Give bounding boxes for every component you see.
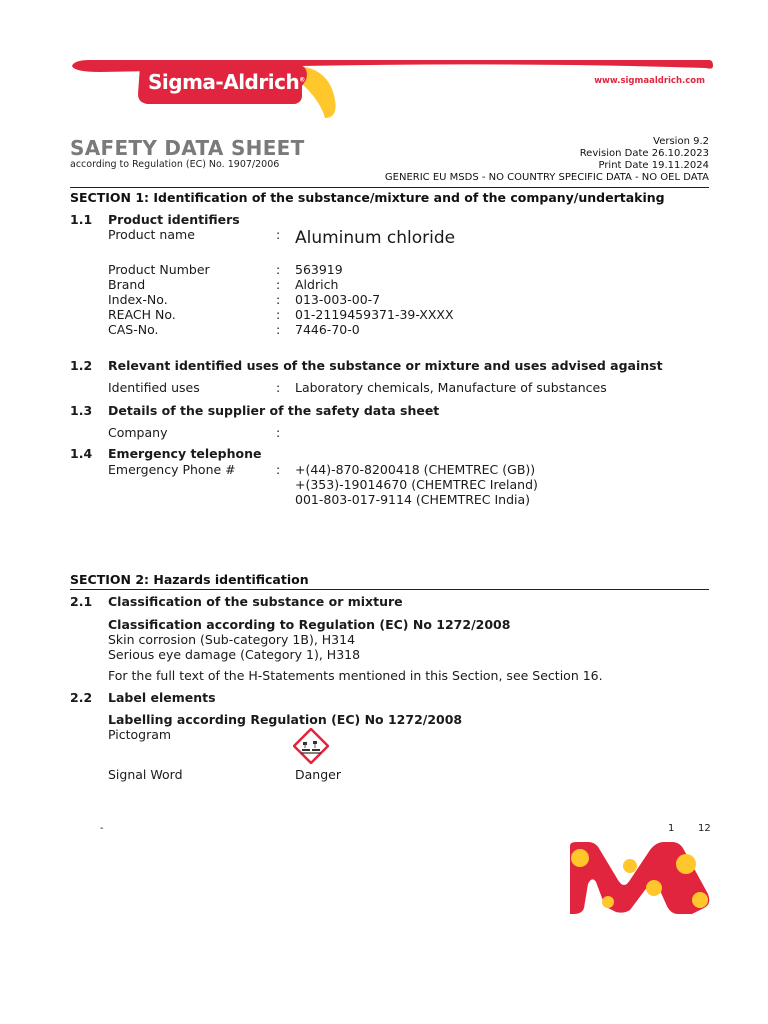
colon: : (276, 425, 281, 440)
signal-word-value: Danger (295, 767, 341, 782)
merck-m-logo (568, 842, 712, 914)
classification-reg-title: Classification according to Regulation (EC) No 1272/2008 (108, 617, 511, 632)
colon: : (276, 380, 281, 395)
brand-logo: Sigma-Aldrich® (148, 70, 305, 94)
company-label: Company (108, 425, 168, 440)
page-number: 1 (668, 823, 675, 834)
s1-4-number: 1.4 (70, 446, 93, 461)
section2-rule (70, 589, 709, 590)
emergency-phone-2: +(353)-19014670 (CHEMTREC Ireland) (295, 477, 538, 492)
colon: : (276, 227, 281, 242)
s2-2-number: 2.2 (70, 690, 93, 705)
emergency-phone-label: Emergency Phone # (108, 462, 236, 477)
s1-2-title: Relevant identified uses of the substance or mixture and uses advised against (108, 358, 663, 373)
document-title: SAFETY DATA SHEET (70, 136, 305, 160)
section2-heading: SECTION 2: Hazards identification (70, 572, 309, 587)
brand-header-swoosh (0, 0, 768, 130)
s1-1-number: 1.1 (70, 212, 93, 227)
print-date: Print Date 19.11.2024 (598, 160, 709, 171)
s1-3-number: 1.3 (70, 403, 93, 418)
reach-no-value: 01-2119459371-39-XXXX (295, 307, 454, 322)
classification-item: Serious eye damage (Category 1), H318 (108, 647, 361, 662)
cas-no-label: CAS-No. (108, 322, 159, 337)
reach-no-label: REACH No. (108, 307, 176, 322)
s1-4-title: Emergency telephone (108, 446, 262, 461)
brand-label: Brand (108, 277, 146, 292)
classification-item: Skin corrosion (Sub-category 1B), H314 (108, 632, 356, 647)
revision-date: Revision Date 26.10.2023 (579, 148, 709, 159)
s1-1-title: Product identifiers (108, 212, 240, 227)
product-number-value: 563919 (295, 262, 343, 277)
product-number-label: Product Number (108, 262, 210, 277)
signal-word-label: Signal Word (108, 767, 183, 782)
colon: : (276, 462, 281, 477)
emergency-phone-1: +(44)-870-8200418 (CHEMTREC (GB)) (295, 462, 536, 477)
section1-heading: SECTION 1: Identification of the substance/mixture and of the company/undertaking (70, 190, 665, 205)
colon: : (276, 307, 281, 322)
version: Version 9.2 (653, 136, 709, 147)
product-name: Aluminum chloride (295, 228, 456, 248)
s2-1-title: Classification of the substance or mixture (108, 594, 403, 609)
labelling-reg-title: Labelling according Regulation (EC) No 1272/2008 (108, 712, 463, 727)
generic-note: GENERIC EU MSDS - NO COUNTRY SPECIFIC DATA - NO OEL DATA (384, 172, 709, 183)
corrosion-ghs05-icon (293, 728, 329, 764)
index-no-label: Index-No. (108, 292, 168, 307)
identified-uses-value: Laboratory chemicals, Manufacture of substances (295, 380, 607, 395)
identified-uses-label: Identified uses (108, 380, 200, 395)
index-no-value: 013-003-00-7 (295, 292, 381, 307)
s2-1-number: 2.1 (70, 594, 93, 609)
brand-value: Aldrich (295, 277, 339, 292)
h-statements-note: For the full text of the H-Statements mentioned in this Section, see Section 16. (108, 668, 603, 683)
pictogram-label: Pictogram (108, 727, 172, 742)
cas-no-value: 7446-70-0 (295, 322, 360, 337)
emergency-phone-3: 001-803-017-9114 (CHEMTREC India) (295, 492, 531, 507)
s1-3-title: Details of the supplier of the safety data sheet (108, 403, 440, 418)
colon: : (276, 292, 281, 307)
product-name-label: Product name (108, 227, 195, 242)
colon: : (276, 262, 281, 277)
document-subtitle: according to Regulation (EC) No. 1907/2006 (70, 159, 280, 170)
page-total: 12 (698, 823, 711, 834)
colon: : (276, 277, 281, 292)
colon: : (276, 322, 281, 337)
website-link[interactable]: www.sigmaaldrich.com (594, 76, 705, 86)
section1-rule (70, 187, 709, 188)
s1-2-number: 1.2 (70, 358, 93, 373)
footer-dash: - (100, 823, 104, 834)
s2-2-title: Label elements (108, 690, 216, 705)
